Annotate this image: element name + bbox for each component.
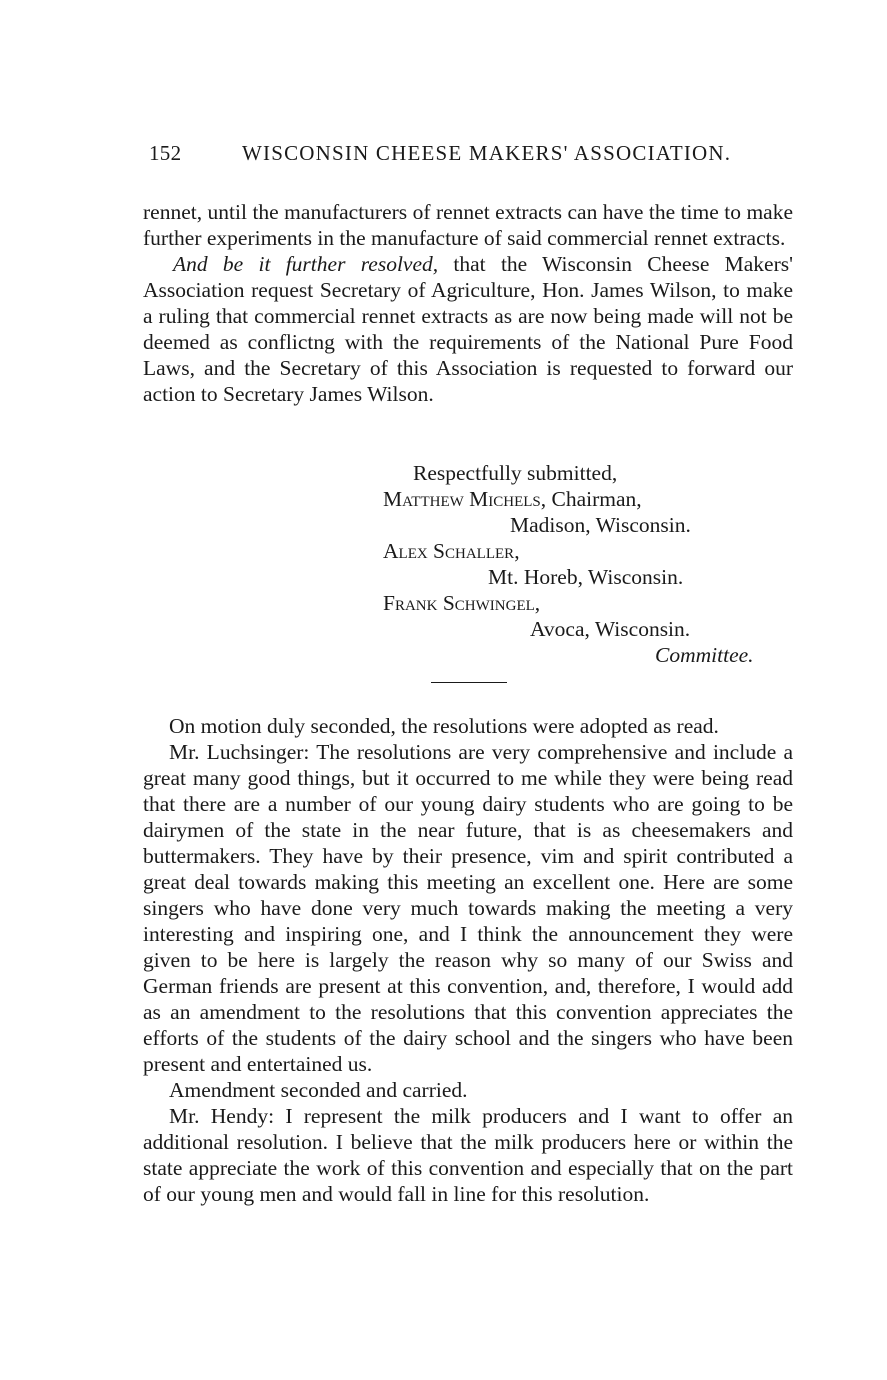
page-number: 152 [149,141,182,165]
running-title: WISCONSIN CHEESE MAKERS' ASSOCIATION. [242,141,732,165]
proceedings-paragraph-3: Amendment seconded and carried. [169,1078,468,1102]
signer-1 [383,486,642,512]
resolution-paragraph-1: rennet, until the manufacturers of rennet extracts can have the time to make further experiments in the manufacture of said commercial rennet extracts. [143,200,793,250]
proceedings-text [143,713,793,1207]
resolution-text [143,199,793,407]
signer-2-location: Mt. Horeb, Wisconsin. [488,565,684,589]
signer-2 [383,538,520,564]
proceedings-paragraph-2: Mr. Luchsinger: The resolutions are very comprehensive and include a great many good things, but it occurred to me while they were being read that there are a number of our young dairy students who are going to be dairymen of the state in the near future, that is as cheesemakers and buttermakers. They have by their presence, vim and spirit contributed a great deal towards making this meeting an excellent one. Here are some singers who have done very much towards making the meeting a very interesting and inspiring one, and I think the announcement they were given to be here is largely the reason why so many of our Swiss and German friends are present at this convention, and, therefore, I would add as an amendment to the resolutions that this convention appreciates the efforts of the students of the dairy school and the singers who have been present and entertained us. [143,740,793,1076]
section-divider [431,682,507,683]
signer-3-location: Avoca, Wisconsin. [530,617,691,641]
proceedings-paragraph-4: Mr. Hendy: I represent the milk producers and I want to offer an additional resolution. I believe that the milk producers here or within the state appreciate the work of this convention and especially that on the part of our young men and would fall in line for this resolution. [143,1104,793,1206]
resolution-paragraph-2 [143,251,793,407]
signer-3-name: Frank Schwingel [383,591,535,615]
signer-1-role: , Chairman, [540,487,642,511]
closing-line: Respectfully submitted, [413,461,618,485]
signer-3 [383,590,540,616]
resolved-lead: And be it further resolved, [173,252,439,276]
signer-3-role: , [534,591,541,615]
proceedings-paragraph-1: On motion duly seconded, the resolutions were adopted as read. [169,714,719,738]
signer-1-location: Madison, Wisconsin. [510,513,691,537]
signer-2-name: Alex Schaller [383,539,515,563]
resolved-body: that the Wisconsin Cheese Makers' Association request Secretary of Agriculture, Hon. James Wilson, to make a ruling that commercial rennet extracts as are now being made will not be deemed as conflictng with the requirements of the National Pure Food Laws, and the Secretary of this Association is requested to forward our action to Secretary James Wilson. [143,252,793,406]
committee-label: Committee. [655,643,754,667]
signer-1-name: Matthew Michels [383,487,541,511]
signer-2-role: , [514,539,520,563]
